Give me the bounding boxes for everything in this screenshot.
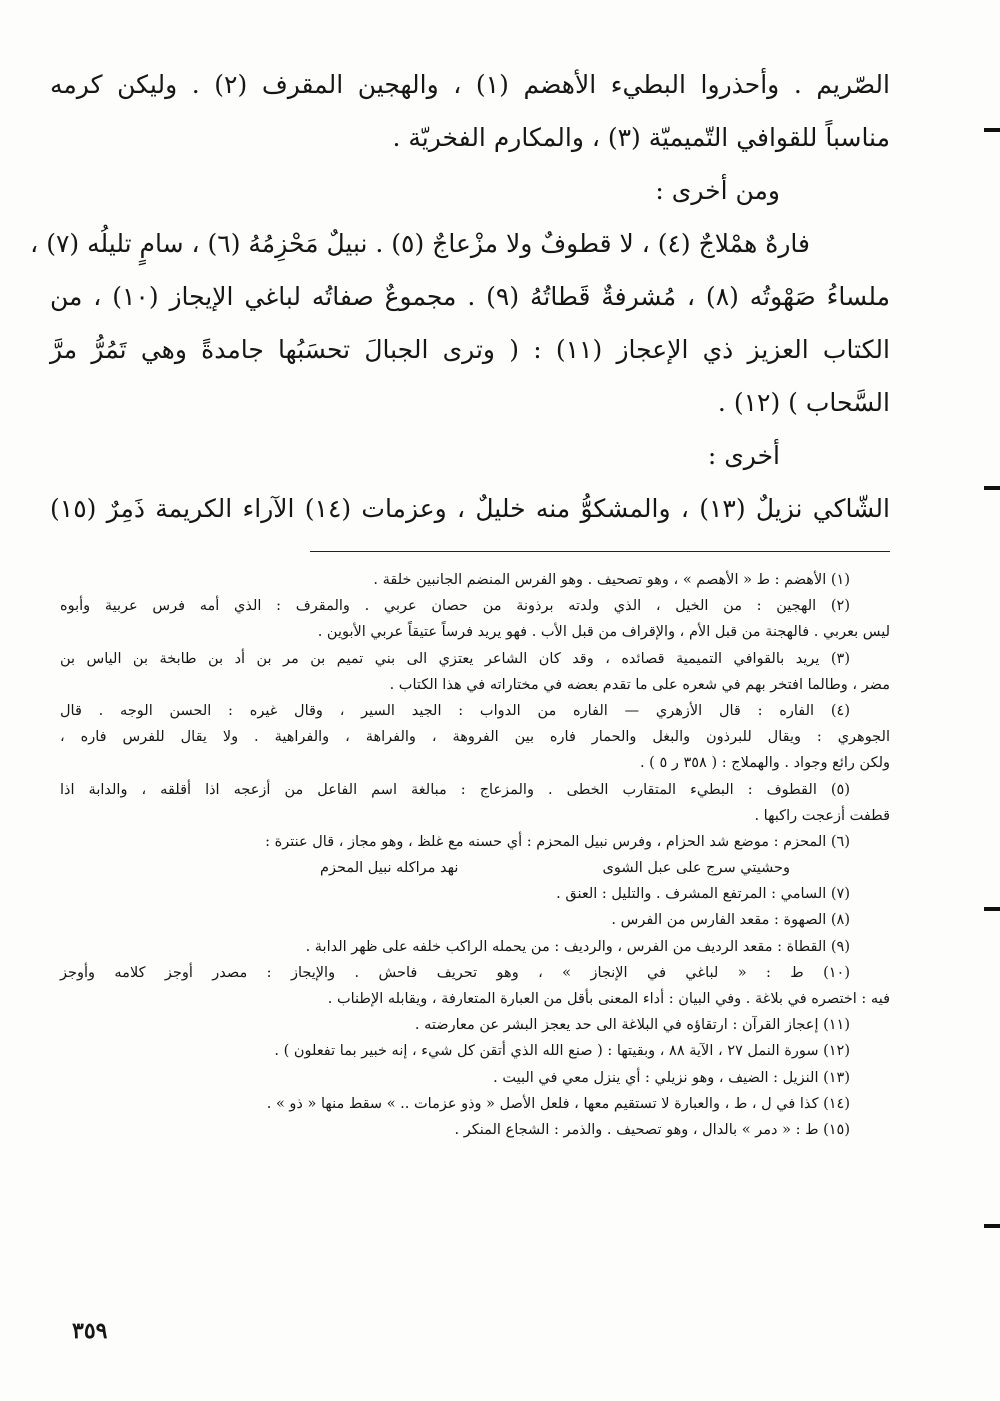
main-text-line: ملساءُ صَهْوتُه (٨) ، مُشرفةٌ قَطاتُهُ (٩) . مجموعٌ صفاتُه لباغي الإيجاز (١٠) ، من	[50, 282, 890, 311]
margin-mark	[984, 486, 1000, 490]
footnote: (٣) يريد بالقوافي التميمية قصائده ، وقد كان الشاعر يعتزي الى بني تميم بن مر بن أد بن طابخة بن الياس بن	[60, 650, 850, 667]
verse-hemistich-first: وحشيتي سرج على عبل الشوى	[602, 860, 790, 877]
footnote-continuation: قطفت أزعجت راكبها .	[754, 807, 890, 824]
footnotes	[60, 567, 890, 1143]
footnote-continuation: الجوهري : ويقال للبرذون والبغل والحمار فاره بين الفروهة ، والفراهة ، والفراهية . ولا يقال للفرس فاره ،	[60, 729, 890, 746]
footnote: (١١) إعجاز القرآن : ارتقاؤه في البلاغة الى حد يعجز البشر عن معارضته .	[414, 1017, 850, 1034]
footnote-continuation: ليس بعربي . فالهجنة من قبل الأم ، والإقراف من قبل الأب . فهو يريد فرساً عتيقاً عربي الأبوين .	[317, 624, 890, 641]
poetry-verse	[60, 855, 890, 881]
footnote-continuation: مضر ، وطالما افتخر بهم في شعره على ما تقدم بعضه في مختاراته في هذا الكتاب .	[389, 676, 890, 693]
footnote: (٨) الصهوة : مقعد الفارس من الفرس .	[611, 912, 850, 929]
section-heading: ومن أخرى :	[655, 176, 780, 205]
footnote: (١٢) سورة النمل ٢٧ ، الآية ٨٨ ، وبقيتها : ( صنع الله الذي أتقن كل شيء ، إنه خبير بما تفعلون ) .	[274, 1043, 850, 1060]
footnote: (٤) الفاره : قال الأزهري — الفاره من الدواب : الجيد السير ، وقال غيره : الحسن الوجه . قال	[60, 702, 850, 719]
section-heading: أخرى :	[707, 441, 780, 470]
book-page	[30, 0, 950, 1401]
footnote: (١٤) كذا في ل ، ط ، والعبارة لا تستقيم معها ، فلعل الأصل « وذو عزمات .. » سقط منها « ذو » .	[266, 1095, 850, 1112]
footnote-continuation: فيه : اختصره في بلاغة . وفي البيان : أداء المعنى بأقل من العبارة المتعارفة ، ويقابله الإطناب .	[327, 991, 890, 1007]
main-text-line: مناسباً للقوافي التّميميّة (٣) ، والمكارم الفخريّة .	[392, 123, 890, 152]
footnote: (٥) القطوف : البطيء المتقارب الخطى . والمزعاج : مبالغة اسم الفاعل من أزعجه اذا أقلقه ، والدابة اذا	[60, 781, 850, 798]
main-text-line: السَّحاب ) (١٢) .	[717, 388, 890, 417]
footnote: (٧) السامي : المرتفع المشرف . والتليل : العنق .	[556, 886, 850, 903]
footnote: (١) الأهضم : ط « الأهصم » ، وهو تصحيف . وهو الفرس المنضم الجانبين خلقة .	[373, 572, 850, 588]
main-text-line: الكتاب العزيز ذي الإعجاز (١١) : ( وترى الجبالَ تحسَبُها جامدةً وهي تَمُرُّ مرَّ	[50, 335, 890, 364]
footnote: (٦) المحزم : موضع شد الحزام ، وفرس نبيل المحزم : أي حسنه مع غلظ ، وهو مجاز ، قال عنترة :	[265, 833, 850, 850]
footnote-continuation: ولكن رائع وجواد . والهملاج : ( ٣٥٨ ر ٥ ) .	[639, 755, 890, 772]
margin-mark	[984, 907, 1000, 911]
main-text	[30, 58, 890, 535]
page-number: ٣٥٩	[72, 1318, 108, 1344]
main-text-line: الصّريم . وأحذروا البطيء الأهضم (١) ، والهجين المقرف (٢) . وليكن كرمه	[50, 70, 890, 99]
verse-hemistich-second: نهد مراكله نبيل المحزم	[320, 860, 459, 877]
footnote-separator	[310, 551, 890, 552]
main-text-line: فارهٌ همْلاجٌ (٤) ، لا قطوفٌ ولا مزْعاجٌ (٥) . نبيلٌ مَحْزِمُهُ (٦) ، سامٍ تليلُه (٧) ،	[30, 229, 810, 258]
margin-mark	[984, 1224, 1000, 1228]
footnote: (١٠) ط : « لباغي في الإنجاز » ، وهو تحريف فاحش . والإيجاز : مصدر أوجز كلامه وأوجز	[60, 964, 850, 981]
footnote: (٩) القطاة : مقعد الرديف من الفرس ، والرديف : من يحمله الراكب خلفه على ظهر الدابة .	[305, 938, 850, 955]
margin-mark	[984, 128, 1000, 132]
footnote: (١٥) ط : « دمر » بالدال ، وهو تصحيف . والذمر : الشجاع المنكر .	[454, 1121, 850, 1138]
footnote: (٢) الهجين : من الخيل ، الذي ولدته برذونة من حصان عربي . والمقرف : الذي أمه فرس عربية وأبوه	[60, 598, 850, 615]
footnote: (١٣) النزيل : الضيف ، وهو نزيلي : أي ينزل معي في البيت .	[493, 1069, 850, 1086]
main-text-line: الشّاكي نزيلٌ (١٣) ، والمشكوُّ منه خليلٌ ، وعزمات (١٤) الآراء الكريمة ذَمِرٌ (١٥)	[50, 494, 890, 523]
